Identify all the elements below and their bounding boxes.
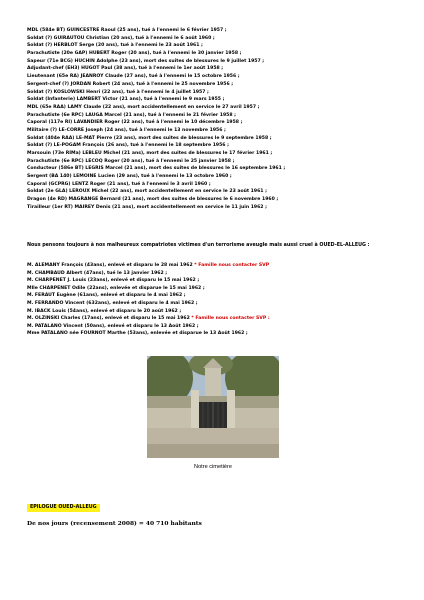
soldier-entry: Soldat (?) GUIRAUTOU Christian (20 ans), tué à l'ennemi le 6 août 1960 ; (27, 35, 215, 41)
soldier-entry: Parachutiste (6e RPC) LECOQ Roger (20 ans), tué à l'ennemi le 25 janvier 1958 ; (27, 158, 235, 164)
missing-entry-text: M. IBACK Louis (54ans), enlevé et disparu le 20 août 1962 ; (27, 308, 182, 314)
soldier-entry: Caporal (GCPRG) LENTZ Roger (21 ans), tué à l'ennemi le 3 avril 1960 ; (27, 181, 211, 187)
soldier-entry: Lieutenant (65e RA) JEANROY Claude (27 ans), tué à l'ennemi le 15 octobre 1956 ; (27, 74, 240, 80)
missing-entry (27, 330, 417, 338)
missing-entry (27, 315, 417, 323)
epilogue-heading: EPILOGUE OUED-ALLEUG (27, 504, 100, 512)
soldier-entry: Parachutiste (20e GAP) HUBERT Roger (20 ans), tué à l'ennemi le 30 janvier 1958 ; (27, 51, 242, 57)
soldier-entry: Marsouin (73e RIMa) LEBLEU Michel (21 ans), mort des suites de blessures le 17 février 1961 ; (27, 151, 273, 156)
soldier-entry: Sergent-chef (?) JORDAN Robert (24 ans), tué à l'ennemi le 25 novembre 1956 ; (27, 81, 234, 87)
soldier-entry: MDL (584e BT) GUINCESTRE Raoul (25 ans), tué à l'ennemi le 6 février 1957 ; (27, 28, 227, 33)
family-contact-note: * Famille nous contacter SVP : (189, 316, 270, 322)
missing-entry-text: Mlle CHARPENET Odile (22ans), enlevée et disparue le 15 mai 1962 ; (27, 285, 205, 291)
population-line: De nos jours (recensement 2008) = 40 710 habitants (27, 520, 202, 527)
missing-persons-list (27, 262, 417, 338)
soldier-entry: MDL (65e RAA) LAMY Claude (22 ans), mort accidentellement en service le 27 avril 1957 ; (27, 104, 260, 110)
missing-entry-text: M. FERRANDO Vincent (632ans), enlevé et disparu le 4 mai 1962 ; (27, 300, 198, 306)
missing-entry (27, 285, 417, 293)
soldier-entry: Caporal (117e RI) LAVANDIER Roger (22 ans), tué à l'ennemi le 10 décembre 1958 ; (27, 120, 243, 126)
missing-entry-text: M. ALEMANY François (43ans), enlevé et disparu le 28 mai 1962 (27, 263, 193, 268)
soldier-entry: Soldat (?) HERBLOT Serge (20 ans), tué à l'ennemi le 23 août 1961 ; (27, 43, 203, 49)
missing-entry-text: M. OLZINSKI Charles (17ans), enlevé et disparu le 15 mai 1962 (27, 316, 190, 322)
soldier-entry: Tirailleur (1er RT) MAIREY Denis (21 ans), mort accidentellement en service le 11 juin 1962 ; (27, 204, 267, 210)
soldier-list (27, 27, 417, 212)
photo-caption: Notre cimetière (194, 464, 232, 470)
soldier-entry: Soldat (?) KOSLOWSKI Henri (22 ans), tué à l'ennemi le 4 juillet 1957 ; (27, 89, 209, 95)
missing-entry-text: M. PATALANO Vincent (50ans), enlevé et disparu le 13 Août 1962 ; (27, 323, 199, 329)
missing-entry (27, 270, 417, 278)
soldier-entry: Soldat (2e GLA) LEROUX Michel (22 ans), mort accidentellement en service le 23 août 1961 ; (27, 189, 267, 195)
soldier-entry: Adjudant-chef (EH3) HUGOT Paul (38 ans), tué à l'ennemi le 1er août 1958 ; (27, 66, 224, 72)
missing-entry (27, 277, 417, 285)
intro-paragraph: Nous pensons toujours à nos malheureux compatriotes victimes d'un terrorisme aveugle mais aussi cruel à OUED-EL-ALLEUG : (27, 243, 370, 248)
soldier-entry: Parachutiste (6e RPC) LAUGA Marcel (21 ans), tué à l'ennemi le 21 février 1958 ; (27, 112, 236, 118)
soldier-entry: Sergent (BA 140) LEMOINE Lucien (29 ans), tué à l'ennemi le 13 octobre 1960 ; (27, 174, 232, 180)
missing-entry-text: M. CHARPENET J. Louis (23ans), enlevé et disparu le 15 mai 1962 ; (27, 278, 200, 284)
soldier-entry: Dragon (4e RD) MAGRANGE Bernard (21 ans), mort des suites de blessures le 6 novembre 1960 ; (27, 197, 279, 203)
soldier-entry: Soldat (404e RAA) LE-MAT Pierre (23 ans), mort des suites de blessures le 9 septembre 1958 ; (27, 135, 272, 141)
missing-entry-text: M. FERAUT Eugène (61ans), enlevé et disparu le 4 mai 1962 ; (27, 293, 186, 299)
missing-entry (27, 300, 417, 308)
soldier-entry: Militaire (?) LE-CORRE Joseph (24 ans), tué à l'ennemi le 13 novembre 1956 ; (27, 127, 226, 133)
missing-entry (27, 323, 417, 331)
soldier-entry: Soldat (Infanterie) LAMBERT Victor (21 ans), tué à l'ennemi le 9 mars 1955 ; (27, 97, 225, 103)
missing-entry (27, 292, 417, 300)
missing-entry-text: M. CHAMBAUD Albert (47ans), tué le 13 janvier 1962 ; (27, 270, 168, 276)
soldier-entry: Sapeur (71e BCG) HUCHIN Adolphe (23 ans), mort des suites de blessures le 9 juillet 1957 ; (27, 58, 265, 64)
missing-entry-text: Mme PATALANO née FOURNOT Marthe (53ans), enlevée et disparue le 13 Août 1962 ; (27, 331, 248, 337)
missing-entry (27, 262, 417, 270)
missing-entry (27, 308, 417, 316)
soldier-entry: Conducteur (586e BT) LEGRIS Marcel (21 ans), mort des suites de blessures le 16 septembre 1961 ; (27, 166, 286, 172)
family-contact-note: * Famille nous contacter SVP (192, 263, 270, 268)
soldier-entry: Soldat (?) LE-POGAM François (26 ans), tué à l'ennemi le 18 septembre 1956 ; (27, 143, 229, 149)
cemetery-photo (147, 356, 279, 458)
